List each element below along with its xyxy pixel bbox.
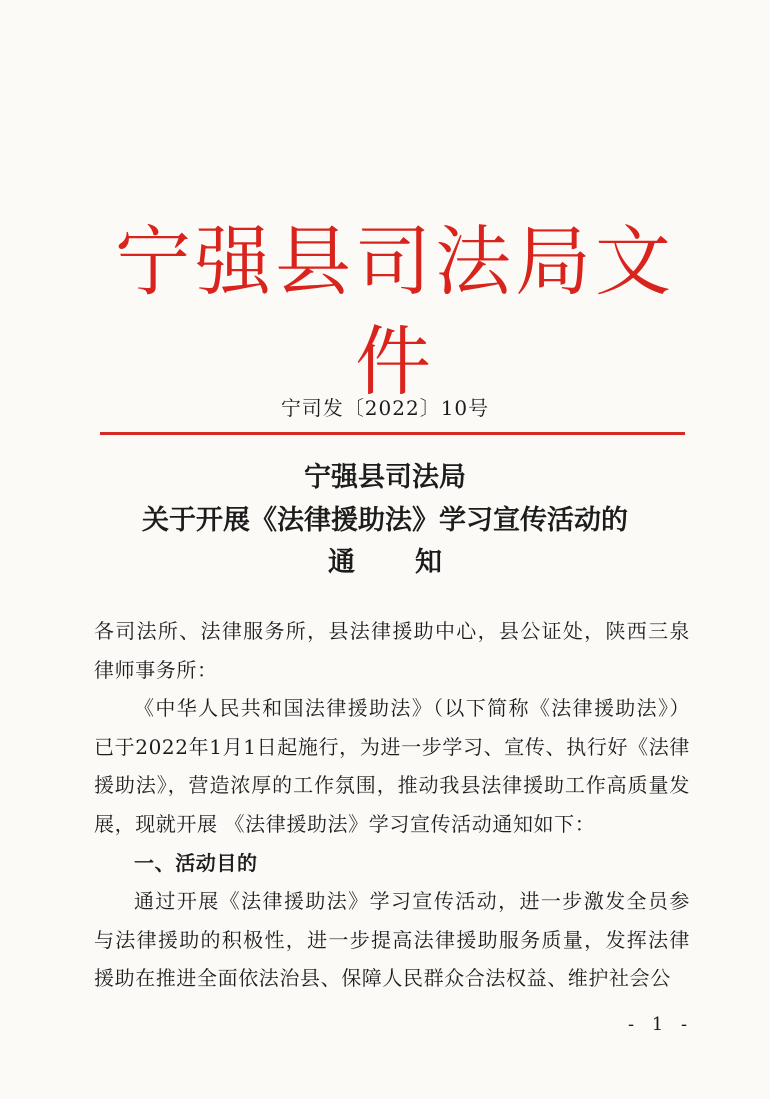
title-line-2: 关于开展《法律援助法》学习宣传活动的 bbox=[142, 505, 628, 536]
red-divider-line bbox=[100, 432, 685, 435]
document-number: 宁司发〔2022〕10号 bbox=[280, 396, 490, 420]
document-body bbox=[94, 612, 690, 998]
section-1-heading: 一、活动目的 bbox=[134, 850, 258, 875]
intro-paragraph: 《中华人民共和国法律援助法》（以下简称《法律援助法》）已于2022年1月1日起施行，为进一步学习、宣传、执行好《法律援助法》，营造浓厚的工作氛围，推动我县法律援助工作高质量发展，现就开展 《法律援助法》学习宣传活动通知如下： bbox=[94, 696, 690, 836]
page-number: - 1 - bbox=[628, 1014, 694, 1035]
title-line-3: 通知 bbox=[328, 547, 502, 578]
section-1-paragraph: 通过开展《法律援助法》学习宣传活动，进一步激发全员参与法律援助的积极性，进一步提高法律援助服务质量，发挥法律援助在推进全面依法治县、保障人民群众合法权益、维护社会公 bbox=[94, 889, 690, 991]
bleed-through-text bbox=[470, 135, 730, 219]
title-line-1: 宁强县司法局 bbox=[304, 462, 466, 493]
recipients-paragraph: 各司法所、法律服务所，县法律援助中心，县公证处，陕西三泉律师事务所： bbox=[94, 619, 690, 682]
document-header-title: 宁强县司法局文件 bbox=[115, 217, 675, 406]
